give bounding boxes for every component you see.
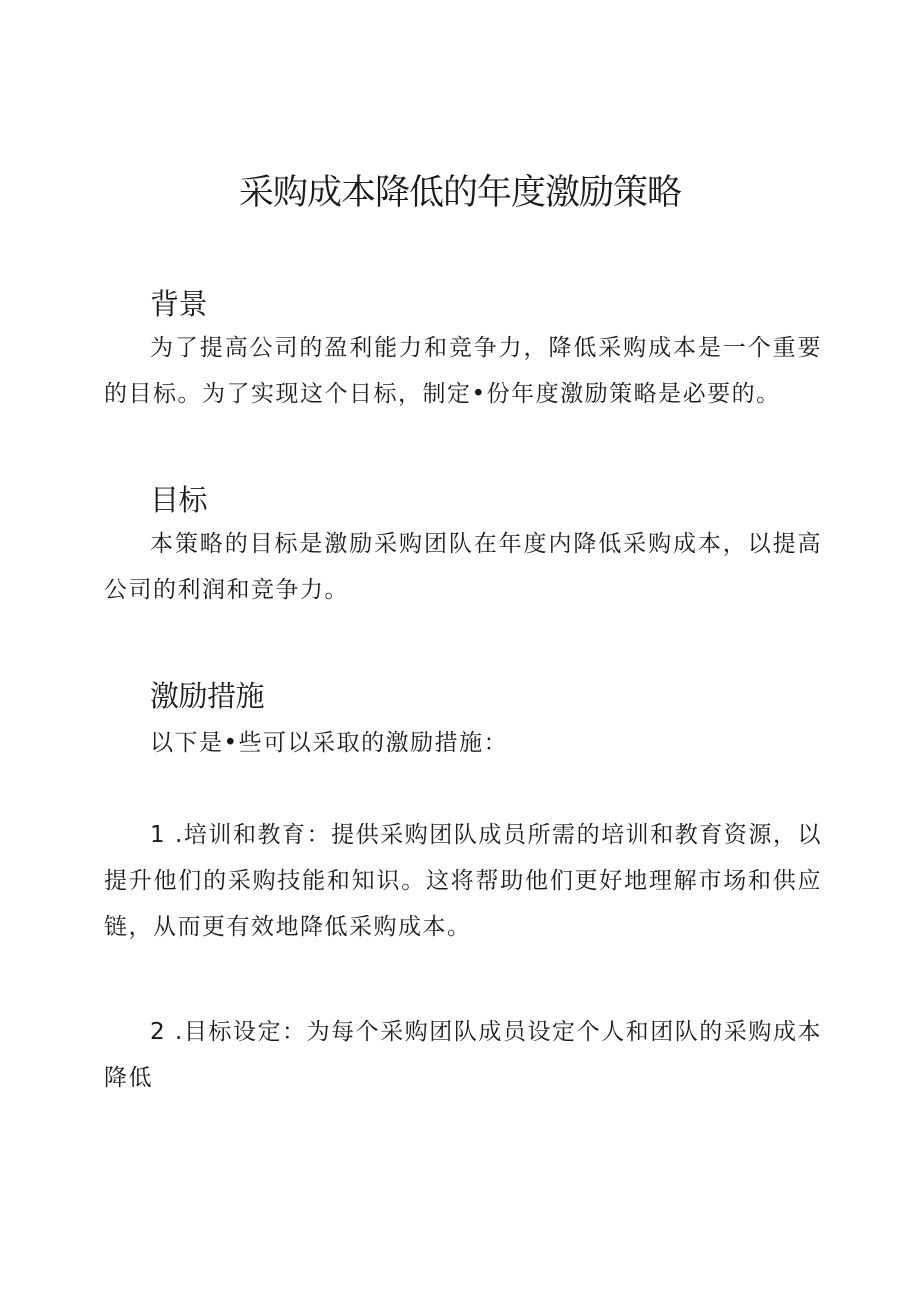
section-heading-measures: 激励措施 <box>150 679 265 713</box>
section-heading-background: 背景 <box>150 287 208 321</box>
background-paragraph: 为了提高公司的盈利能力和竞争力，降低采购成本是一个重要的目标。为了实现这个日标，制定•份年度激励策略是必要的。 <box>104 335 822 407</box>
section-heading-goal: 目标 <box>150 483 208 517</box>
measure-item: 1 .培训和教育：提供采购团队成员所需的培训和教育资源，以提升他们的采购技能和知识。这将帮助他们更好地理解市场和供应链，从而更有效地降低采购成本。 <box>104 822 822 940</box>
goal-paragraph: 本策略的目标是激励采购团队在年度内降低采购成本，以提高公司的利润和竞争力。 <box>104 531 822 603</box>
document-title: 采购成本降低的年度激励策略 <box>238 173 681 213</box>
measures-intro: 以下是•些可以采取的激励措施： <box>150 730 509 756</box>
measure-item: 2 .目标设定：为每个采购团队成员设定个人和团队的采购成本降低 <box>104 1019 822 1091</box>
